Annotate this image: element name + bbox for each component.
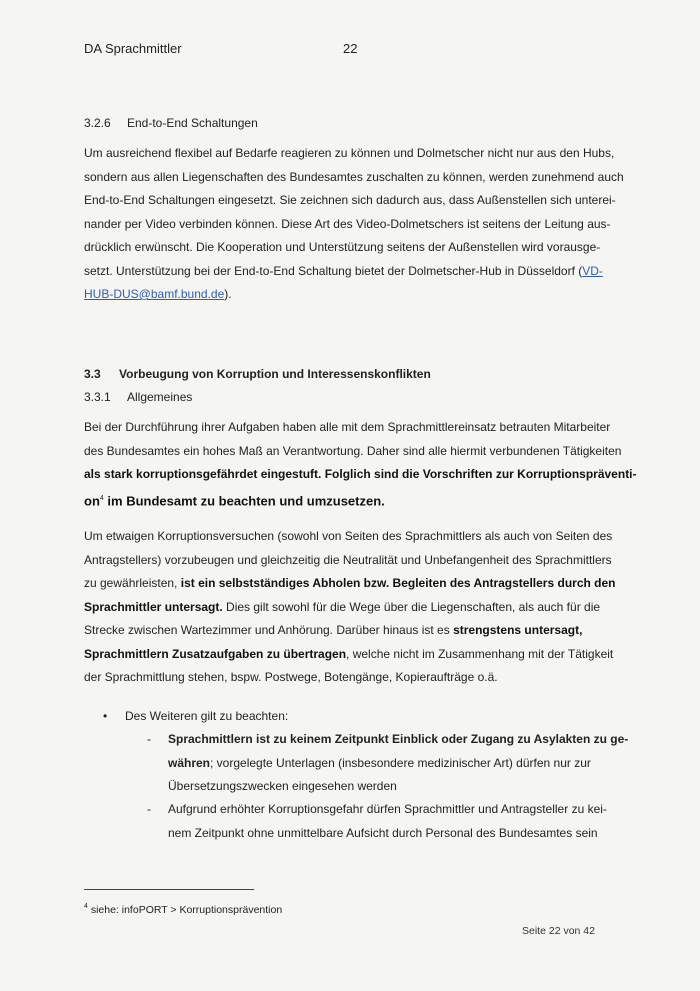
section-331-paragraph-2 [84, 525, 614, 690]
paragraph-line: der Sprachmittlung stehen, bspw. Postwege, Botengänge, Kopieraufträge o.ä. [84, 670, 498, 684]
paragraph-line [168, 728, 629, 752]
paragraph-line: Antragstellers) vorzubeugen und gleichzeitig die Neutralität und Unbefangenheit des Sprachmittlers [84, 552, 612, 567]
line-text: , welche nicht im Zusammenhang mit der Tätigkeit [346, 646, 614, 661]
bullet-text: Des Weiteren gilt zu beachten: [125, 709, 289, 723]
footnote [84, 903, 282, 916]
paragraph-line: nem Zeitpunkt ohne unmittelbare Aufsicht durch Personal des Bundesamtes sein [168, 825, 598, 840]
footnote-separator [84, 889, 254, 890]
paragraph-line: Um etwaigen Korruptionsversuchen (sowohl von Seiten des Sprachmittlers als auch von Seiten des [84, 529, 613, 543]
paragraph-line: nander per Video verbinden können. Diese Art des Video-Dolmetschers ist seitens der Leitung aus- [84, 216, 611, 231]
line-text: ; vorgelegte Unterlagen (insbesondere medizinischer Art) dürfen nur zur [210, 755, 591, 770]
section-326-paragraph [84, 142, 624, 307]
paragraph-line [84, 487, 614, 513]
section-326-title: End-to-End Schaltungen [127, 116, 258, 130]
line-text: Dies gilt sowohl für die Wege über die Liegenschaften, als auch für die [222, 599, 601, 614]
line-text: setzt. Unterstützung bei der End-to-End Schaltung bietet der Dolmetscher-Hub in Düsseldorf ( [84, 263, 583, 278]
section-331-number: 3.3.1 [84, 390, 111, 404]
paragraph-line [84, 619, 614, 643]
bold-text: strengstens untersagt, [453, 623, 583, 637]
section-331-title: Allgemeines [127, 390, 193, 404]
paragraph-line [84, 572, 614, 596]
paragraph-line [84, 596, 614, 620]
paragraph-line: Bei der Durchführung ihrer Aufgaben haben alle mit dem Sprachmittlereinsatz betrauten Mitarbeiter [84, 420, 611, 434]
paragraph-line: End-to-End Schaltungen eingesetzt. Sie zeichnen sich dadurch aus, dass Außenstellen sich unterei- [84, 193, 616, 207]
bold-text: Sprachmittler untersagt. [84, 599, 223, 614]
footnote-reference[interactable]: 4 [99, 494, 104, 502]
page-counter: Seite 22 von 42 [522, 925, 595, 937]
paragraph-line: sondern aus allen Liegenschaften des Bundesamtes zuschalten zu können, werden zunehmend auch [84, 169, 624, 184]
bold-text: on [84, 492, 100, 508]
paragraph-line: Um ausreichend flexibel auf Bedarfe reagieren zu können und Dolmetscher nicht nur aus den Hubs, [84, 146, 615, 160]
paragraph-line [84, 283, 614, 307]
dash-icon: - [147, 802, 151, 816]
dash-icon: - [147, 732, 151, 746]
bold-text: als stark korruptionsgefährdet eingestuft. Folglich sind die Vorschriften zur Korruptionspräventi- [84, 467, 637, 481]
bullet-icon: • [103, 709, 108, 723]
footnote-text: siehe: infoPORT > Korruptionsprävention [87, 904, 283, 916]
header-page-number: 22 [343, 41, 358, 56]
paragraph-line [84, 643, 614, 667]
paragraph-line: des Bundesamtes ein hohes Maß an Verantwortung. Daher sind alle hiermit verbundenen Tätigkeiten [84, 443, 622, 458]
section-33-number: 3.3 [84, 367, 101, 381]
paragraph-line [84, 463, 637, 487]
line-text: Strecke zwischen Wartezimmer und Anhörung. Darüber hinaus ist es [84, 623, 454, 637]
line-text: zu gewährleisten, [84, 576, 181, 590]
section-326-number: 3.2.6 [84, 116, 111, 130]
paragraph-line [168, 752, 618, 776]
email-link-continued[interactable]: HUB-DUS@bamf.bund.de [84, 287, 225, 301]
line-text: ). [224, 287, 232, 301]
bold-text: Sprachmittlern Zusatzaufgaben zu übertragen [84, 646, 347, 661]
bold-text: im Bundesamt zu beachten und umzusetzen. [103, 492, 385, 508]
header-title: DA Sprachmittler [84, 41, 182, 56]
section-331-heading [84, 390, 192, 404]
paragraph-line: drücklich erwünscht. Die Kooperation und Unterstützung seitens der Außenstellen wird vorausge- [84, 240, 601, 254]
section-33-title: Vorbeugung von Korruption und Interessenskonflikten [119, 367, 431, 381]
bold-text: währen [168, 755, 211, 770]
paragraph-line: Aufgrund erhöhter Korruptionsgefahr dürfen Sprachmittler und Antragsteller zu kei- [168, 802, 607, 816]
footnote-number: 4 [84, 903, 88, 910]
bold-text: Sprachmittlern ist zu keinem Zeitpunkt Einblick oder Zugang zu Asylakten zu ge- [168, 732, 629, 746]
dash-item-text [168, 798, 618, 845]
paragraph-line: Übersetzungszwecken eingesehen werden [168, 779, 397, 793]
bold-text: ist ein selbstständiges Abholen bzw. Begleiten des Antragstellers durch den [180, 576, 616, 590]
section-33-heading [84, 367, 431, 381]
section-326-heading [84, 116, 258, 130]
dash-item-text [168, 728, 629, 799]
email-link[interactable]: VD- [582, 263, 603, 278]
paragraph-line [84, 260, 614, 284]
section-331-paragraph-1 [84, 416, 637, 512]
